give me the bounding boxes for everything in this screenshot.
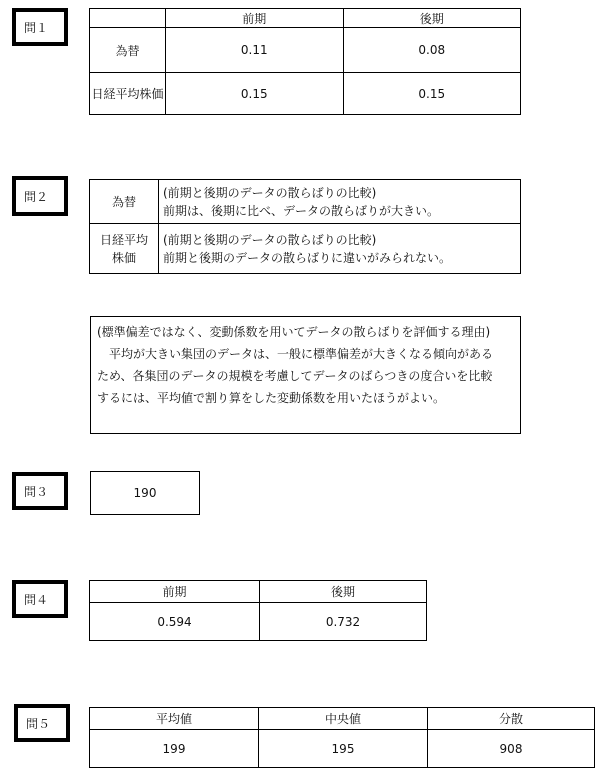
table-row bbox=[90, 224, 521, 274]
reason-text-line: ため、各集団のデータの規模を考慮してデータのばらつきの度合いを比較 bbox=[97, 369, 493, 383]
table-header-late: 後期 bbox=[260, 581, 427, 603]
table-header-median: 中央値 bbox=[259, 708, 428, 730]
table-header-early: 前期 bbox=[90, 581, 260, 603]
q2-table bbox=[89, 179, 521, 274]
q1-table bbox=[89, 8, 521, 115]
comparison-cell bbox=[159, 180, 521, 224]
table-header-late: 後期 bbox=[343, 9, 521, 28]
table-row bbox=[90, 730, 595, 768]
cell-value: 0.11 bbox=[166, 28, 344, 73]
cell-value: 0.08 bbox=[343, 28, 521, 73]
row-label: 日経平均株価 bbox=[90, 73, 166, 115]
comparison-text: 前期と後期のデータの散らばりに違いがみられない。 bbox=[163, 250, 452, 265]
cell-value: 908 bbox=[428, 730, 595, 768]
table-row bbox=[90, 28, 521, 73]
table-header-variance: 分散 bbox=[428, 708, 595, 730]
question-1-label: 問１ bbox=[12, 8, 68, 46]
row-label-line: 株価 bbox=[111, 250, 136, 265]
reason-text-line: 平均が大きい集団のデータは、一般に標準偏差が大きくなる傾向がある bbox=[97, 347, 494, 361]
reason-heading: (標準偏差ではなく、変動係数を用いてデータの散らばりを評価する理由) bbox=[97, 325, 491, 339]
question-5-label: 問５ bbox=[14, 704, 70, 742]
cell-value: 199 bbox=[90, 730, 259, 768]
table-header-mean: 平均値 bbox=[90, 708, 259, 730]
reason-box bbox=[90, 316, 521, 434]
comparison-cell bbox=[159, 224, 521, 274]
comparison-heading: (前期と後期のデータの散らばりの比較) bbox=[163, 232, 377, 247]
table-header-row bbox=[90, 581, 427, 603]
table-header-early: 前期 bbox=[166, 9, 344, 28]
answer-box: 190 bbox=[90, 471, 200, 515]
table-header-row bbox=[90, 9, 521, 28]
table-header-row bbox=[90, 708, 595, 730]
row-label: 為替 bbox=[90, 28, 166, 73]
q4-table bbox=[89, 580, 427, 641]
cell-value: 0.15 bbox=[343, 73, 521, 115]
q5-table bbox=[89, 707, 595, 768]
cell-value: 0.15 bbox=[166, 73, 344, 115]
table-row bbox=[90, 73, 521, 115]
cell-value: 0.732 bbox=[260, 603, 427, 641]
cell-value: 0.594 bbox=[90, 603, 260, 641]
row-label: 為替 bbox=[90, 180, 159, 224]
table-row bbox=[90, 603, 427, 641]
question-3-label: 問３ bbox=[12, 472, 68, 510]
question-4-label: 問４ bbox=[12, 580, 68, 618]
row-label bbox=[90, 224, 159, 274]
cell-value: 195 bbox=[259, 730, 428, 768]
comparison-text: 前期は、後期に比べ、データの散らばりが大きい。 bbox=[163, 203, 440, 218]
row-label-line: 日経平均 bbox=[99, 232, 148, 247]
reason-text-line: するには、平均値で割り算をした変動係数を用いたほうがよい。 bbox=[97, 391, 446, 405]
comparison-heading: (前期と後期のデータの散らばりの比較) bbox=[163, 185, 377, 200]
table-row bbox=[90, 180, 521, 224]
table-header-blank bbox=[90, 9, 166, 28]
question-2-label: 問２ bbox=[12, 176, 68, 216]
